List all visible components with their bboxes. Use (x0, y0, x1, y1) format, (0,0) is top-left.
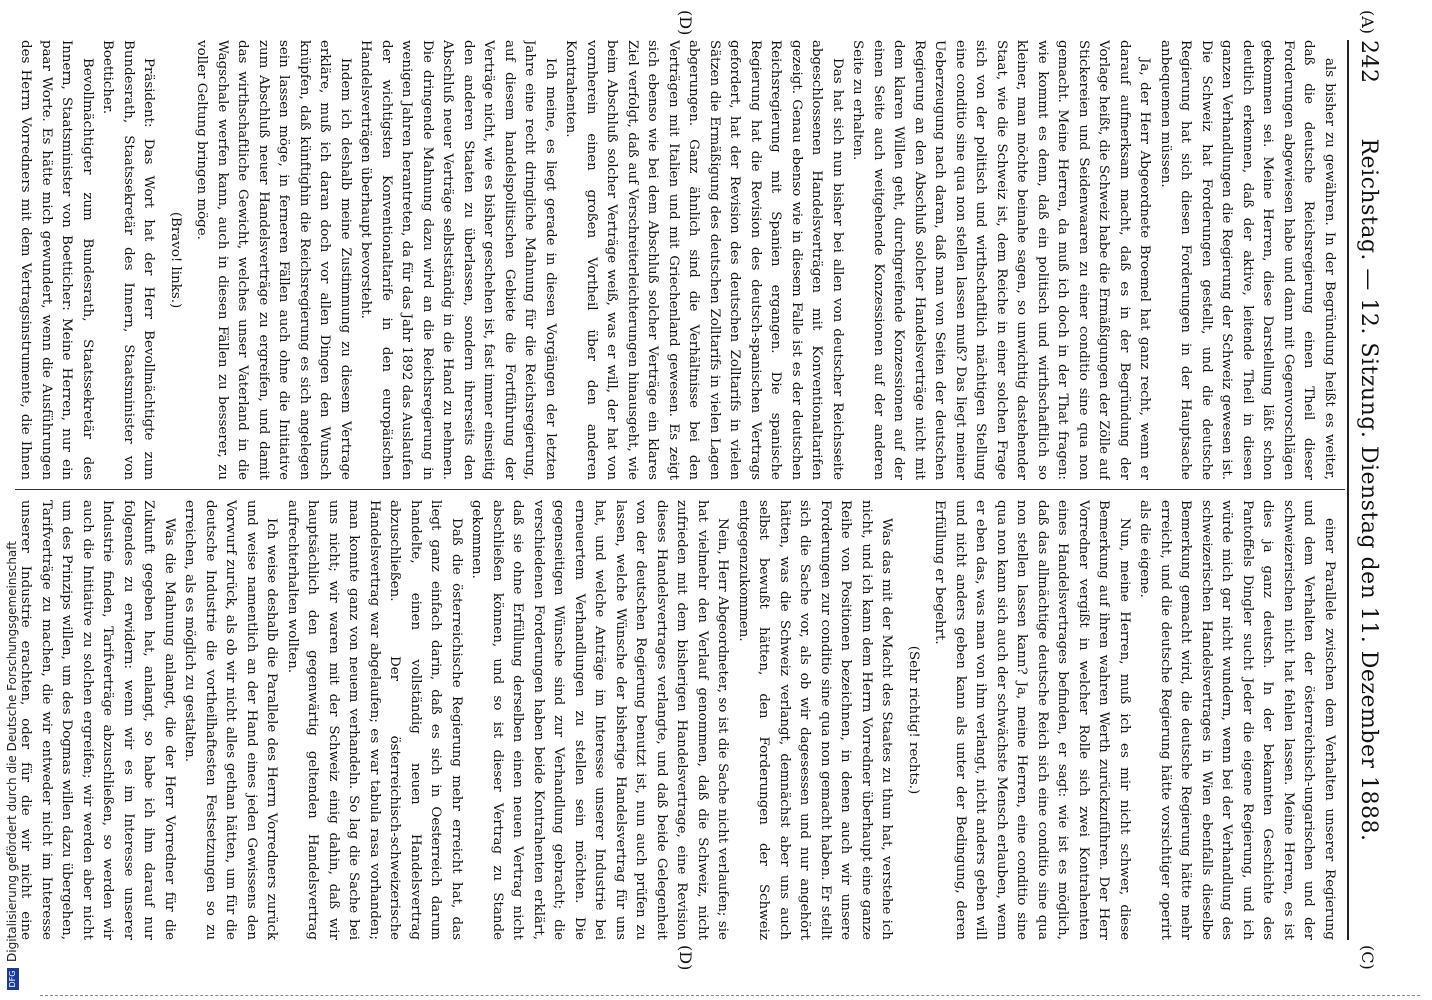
paragraph: Präsident: Das Wort hat der Herr Bevollmächtigte zum Bundesrath, Staatssekretär des Innern, Staatsminister von Boetticher. (100, 40, 157, 480)
interjection: (Bravo! links.) (168, 211, 183, 309)
paragraph: Bevollmächtigter zum Bundesrath, Staatssekretär des Innern, Staatsminister von Boetticher: Meine Herren, nur ein paar Worte. Es hätte mich gewundert, wenn die Ausführungen des Herrn Vorredners mit dem Vertragsinstrumente, die Ihnen (19, 40, 95, 480)
margin-marker-d-left: (D) (676, 10, 695, 36)
digitization-credit-strip (1, 0, 23, 1000)
page-title: Reichstag. — 12. Sitzung. Dienstag den 11. Dezember 1888. (1356, 138, 1381, 842)
page-number: 242 (1356, 40, 1381, 84)
paragraph: Indem ich deshalb meine Zustimmung zu diesem Vertrage erkläre, muß ich daran doch vor allen Dingen den Wunsch knüpfen, daß künftighin die Reichsregierung es sich angelegen sein lassen möge, in ferneren Fällen auch ohne die Initiative zum Abschluß neuer Handelsverträge zu ergreifen, und damit das wirthschaftliche Gewicht, welches unser Vaterland in die Wagschale werfen kann, auch in diesen Fällen zu besserer, zu voller Geltung bringen möge. (194, 40, 353, 480)
left-column (19, 40, 1339, 480)
paragraph: einer Parallele zwischen dem Verhalten unserer Regierung und dem Verhalten der österreichisch-ungarischen und der schweizerischen nicht hat fehlen lassen. Meine Herren, es ist dies ja ganz deutsch. In der bekannten Geschichte des Pantoffels Dingler sucht Jeder die eigene Regierung, und ich würde mich gar nicht wundern, wenn bei der Verhandlung des schweizerischen Handelsvertrages in Wien ebenfalls dieselbe Bemerkung gemacht wird, die deutsche Regierung hätte mehr erreicht, und die deutsche Regierung hätte vorsichtiger operirt als die eigene. (1137, 500, 1337, 940)
margin-marker-d-right: (D) (676, 945, 695, 971)
paragraph: Ich meine, es liegt gerade in diesen Vorgängen der letzten Jahre eine recht dringliche Mahnung für die Reichsregierung, auf diesem handelspolitischen Gebiete die Fortführung der Verträge nicht, wie es bisher geschehen ist, fast immer einseitig den anderen Staaten zu überlassen, sondern ihrerseits den Abschluß neuer Verträge selbstständig in die Hand zu nehmen. Die dringende Mahnung dazu wird an die Reichsregierung in wenigen Jahren herantreten, da für das Jahr 1892 das Auslaufen der wichtigsten Konventionaltarife in den europäischen Handelsverträgen überhaupt bevorsteht. (358, 40, 558, 480)
paragraph: Das hat sich nun bisher bei allen von deutscher Reichsseite abgeschlossenen Handelsverträgen mit Konventionaltarifen gezeigt. Genau ebenso wie in diesem Falle ist es der deutschen Reichsregierung mit Spanien ergangen. Die spanische Regierung hat die Revision des deutsch-spanischen Vertrags gefordert, hat der Revision des deutschen Zolltarifs in vielen Sätzen die Ermäßigung des deutschen Zolltarifs in vielen Lagen abgerungen. Ganz ähnlich sind die Verhältnisse bei den Verträgen mit Italien und mit Griechenland gewesen. Es zeigt sich ebenso wie bei dem Abschluß solcher Verträge ein klares Ziel verfolgt, daß auf Verschreiterleichterungen hinausgeht, wie beim Abschluß solcher Verträge weiß, was er will, der hat von vornherein einen großen Vortheil über den anderen Kontrahenten. (563, 40, 845, 480)
paragraph: Nun, meine Herren, muß ich es mir nicht schwer, diese Bemerkung auf ihren wahren Werth zurückzuführen. Der Herr Vorredner vergißt in welcher Rolle sich zwei Kontrahenten eines Handelsvertrages befinden, er sagt: wie ist es möglich, daß das allmächtige deutsche Reich sich eine conditio sine qua non stellen lassen kann? Ja, meine Herren, eine conditio sine qua non kann sich auch der schwächste Mensch erlauben, wenn er eben das, was man von ihm verlangt, nicht anders geben will und nicht anders geben kann als unter der Bedingung, deren Erfüllung er begehrt. (932, 500, 1132, 940)
rotated-page-content (5, 10, 1385, 971)
paragraph: Nein, Herr Abgeordneter, so ist die Sache nicht verlaufen; sie hat vielmehr den Verlauf genommen, daß die Schweiz, nicht zufrieden mit dem bisherigen Handelsvertrage, eine Revision dieses Handelsvertrages verlangte, und daß beide Gelegenheit von der deutschen Regierung benutzt ist, nun auch prüfen zu lassen, welche Wünsche der bisherige Handelsvertrag für uns hat, und welche Anträge im Interesse unserer Industrie bei erneuertem Verhandlungen zu stellen sein möchten. Die gegenseitigen Wünsche sind zur Verhandlung gebracht; die verschiedenen Forderungen haben beide Kontrahenten erklärt, daß sie ohne Erfüllung derselben einen neuen Vertrag nicht abschließen können, und so ist dieser Vertrag zu Stande gekommen. (469, 500, 731, 940)
right-column (19, 500, 1339, 940)
page-header (1347, 40, 1385, 940)
paragraph: Daß die österreichische Regierung mehr erreicht hat, das liegt ganz einfach darin, daß es sich in Oesterreich darum handelte, einen vollständig neuen Handelsvertrag abzuschließen. Der österreichisch-schweizerische Handelsvertrag war abgelaufen; es war tabula rasa vorhanden; man konnte ganz von neuem verhandeln. So lag die Sache bei uns nicht; wir waren mit der Schweiz einig dahin, daß wir hauptsächlich den gegenwärtig geltenden Handelsvertrag aufrechterhalten wollten. (285, 500, 464, 940)
dfg-logo-icon: DFG (7, 968, 19, 990)
digitization-credit (1, 0, 23, 1000)
interjection: (Sehr richtig! rechts.) (906, 645, 921, 795)
paragraph: als bisher zu gewähren. In der Begründung heißt es weiter, daß die deutsche Reichsregierung einen Theil dieser Forderungen abgewiesen habe und dann mit Gegenvorschlägen gekommen sei. Meine Herren, diese Darstellung läßt schon deutlich erkennen, daß der aktive, leitende Theil in diesen ganzen Verhandlungen die Regierung der Schweiz gewesen ist. Die Schweiz hat Forderungen gestellt, und die deutsche Regierung hat sich diesen Forderungen in der Hauptsache anbequemen müssen. (1158, 40, 1337, 480)
paragraph: Was die Mahnung anlangt, die der Herr Vorredner für die Zukunft gegeben hat, anlangt, so habe ich ihm darauf nur folgendes zu erwidern: wenn wir es im Interesse unserer Industrie finden, Tarifverträge abzuschließen, so werden wir auch die Initiative zu solchen ergreifen; wir werden aber nicht um des Prinzips willen, um des Dogmas willen dazu übergehen, Tarifverträge zu machen, die wir entweder nicht im Interesse unserer Industrie erachten, oder für die wir nicht eine (19, 500, 177, 940)
column-divider (15, 489, 1345, 490)
margin-marker-a: (A) (1358, 10, 1377, 35)
margin-marker-c: (C) (1358, 945, 1377, 970)
scan-edge (40, 993, 1420, 996)
paragraph: Ich weise deshalb die Parallele des Herrn Vorredners zurück und weise namentlich an der Hand eines jeden Gewissens den Vorwurf zurück, als ob wir nicht alles gethan hätten, um für die deutsche Industrie die vortheilhaftesten Festsetzungen so zu erreichen, als es möglich zu gestalten. (182, 500, 280, 940)
credit-text: Digitalisierung gefördert durch die Deutsche Forschungsgemeinschaft (5, 540, 19, 962)
paragraph: Was das mit der Macht des Staates zu thun hat, verstehe ich nicht, und ich kann dem Herrn Vorredner überhaupt eine ganze Reihe von Positionen bezeichnen, in denen auch wir unsere Forderungen zur conditio sine qua non gemacht haben. Er stellt sich die Sache vor, als ob wir dagesessen und nur angehört hätten, was die Schweiz verlangt, demnächst aber uns auch selbst bewußt hätten, den Forderungen der Schweiz entgegenzukommen. (736, 500, 895, 940)
paragraph: Ja, der Herr Abgeordnete Broemel hat ganz recht, wenn er darauf aufmerksam macht, daß es in der Begründung der Vorlage heißt, die Schweiz habe die Ermäßigungen der Zölle auf Stickereien und Seidenwaaren zu einer conditio sine qua non gemacht. Meine Herren, da muß ich doch in der That fragen: wie kommt es denn, daß ein politisch und wirthschaftlich so kleiner, man möchte beinahe sagen, so unwichtig dastehender Staat, wie die Schweiz ist, dem Reiche in einer solchen Frage sich von der politisch und wirthschaftlich mächtigen Stellung eine conditio sine qua non stellen lassen muß? Das liegt meiner Ueberzeugung nach daran, daß man von Seiten der deutschen Regierung an den Abschluß solcher Handelsverträge nicht mit dem klaren Willen geht, durchgreifende Konzessionen auf der einen Seite auch weitgehende Konzessionen auf der anderen Seite zu erhalten. (850, 40, 1153, 480)
